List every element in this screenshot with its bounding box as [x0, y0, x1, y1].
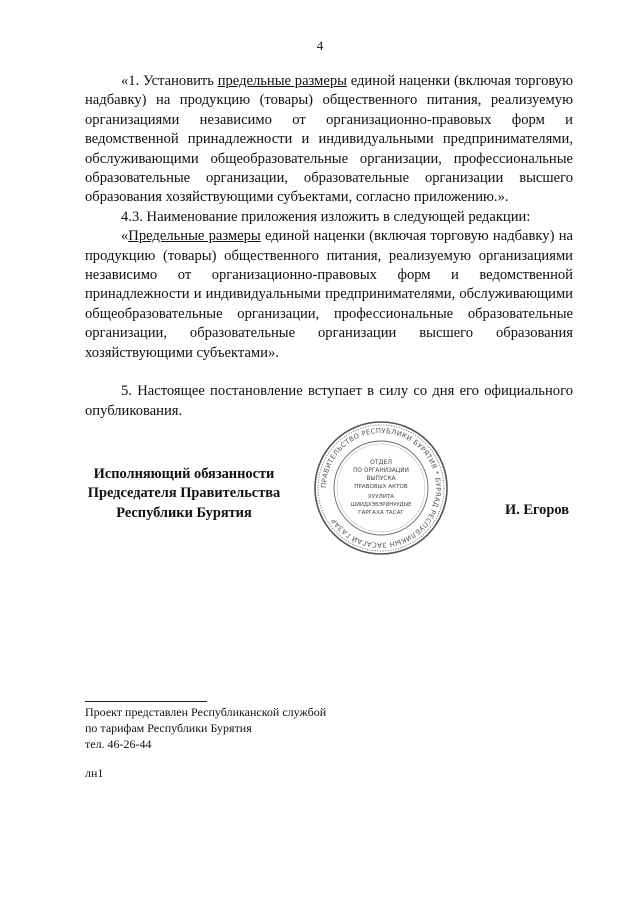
footer-divider: [85, 701, 207, 702]
paragraph-clause-1: [85, 72, 573, 208]
seal-center-line-3: ВЫПУСКА: [366, 476, 396, 482]
document-code: лн1: [85, 766, 104, 780]
official-seal-stamp: [313, 420, 449, 556]
seal-center-line-4: ПРАВОВЫХ АКТОВ: [354, 484, 408, 490]
paragraph-clause-5: 5. Настоящее постановление вступает в силу со дня его официального опубликования.: [85, 383, 573, 419]
paragraph-appendix-title-quote: «: [121, 228, 129, 245]
seal-center-line-7: ГАРГАХА ТАСАГ: [358, 510, 404, 516]
signature-block: [85, 465, 283, 523]
signature-title-line-2: Председателя Правительства: [87, 485, 281, 502]
seal-ring-text: ПРАВИТЕЛЬСТВО РЕСПУБЛИКИ БУРЯТИЯ * БУРЯАД РЕСПУБЛИКЫН ЗАСАГАЙ ГАЗАР: [319, 426, 443, 550]
seal-center-line-5: ХУУЛИТА: [367, 494, 395, 500]
seal-center-line-1: ОТДЕЛ: [369, 459, 393, 466]
seal-center-line-2: ПО ОРГАНИЗАЦИИ: [353, 468, 409, 474]
footer-note: [85, 704, 326, 752]
document-body: [85, 72, 573, 421]
paragraph-appendix-title-rest: единой наценки (включая торговую надбавку) на продукцию (товары) общественного питания, реализуемую организациями независимо от организационно-правовых форм и ведомственной принадлежности и индивидуальными предпринимателями, обслуживающими общеобразовательные организации, профессиональные образовательные организации, образовательные организации высшего образования хозяйствующими субъектами».: [85, 228, 573, 361]
paragraph-clause-4-3: 4.3. Наименование приложения изложить в следующей редакции:: [121, 208, 531, 225]
footer-note-line-2: по тарифам Республики Бурятия: [85, 721, 252, 735]
footer-note-line-1: Проект представлен Республиканской службой: [85, 705, 327, 719]
seal-center-line-6: ШИИДХЭБЭРИНУУДЫЕ: [350, 502, 412, 508]
signature-title-line-1: Исполняющий обязанности: [93, 466, 275, 482]
footer-note-phone: тел. 46-26-44: [85, 737, 152, 751]
paragraph-clause-1-rest: единой наценки (включая торговую надбавку) на продукцию (товары) общественного питания, реализуемую организациями независимо от организационно-правовых форм и ведомственной принадлежности и индивидуальными предпринимателями, обслуживающими общеобразовательные организации, профессиональные образовательные организации, образовательные организации высшего образования хозяйствующими субъектами, согласно приложению.».: [85, 73, 573, 206]
underlined-term: Предельные размеры: [128, 228, 261, 245]
paragraph-appendix-title: [85, 227, 573, 363]
page-number: 4: [316, 38, 324, 53]
underlined-term: предельные размеры: [217, 73, 347, 89]
signer-name: И. Егоров: [505, 502, 569, 518]
paragraph-clause-1-start: «1. Установить: [121, 73, 218, 89]
signature-title-line-3: Республики Бурятия: [116, 504, 252, 521]
